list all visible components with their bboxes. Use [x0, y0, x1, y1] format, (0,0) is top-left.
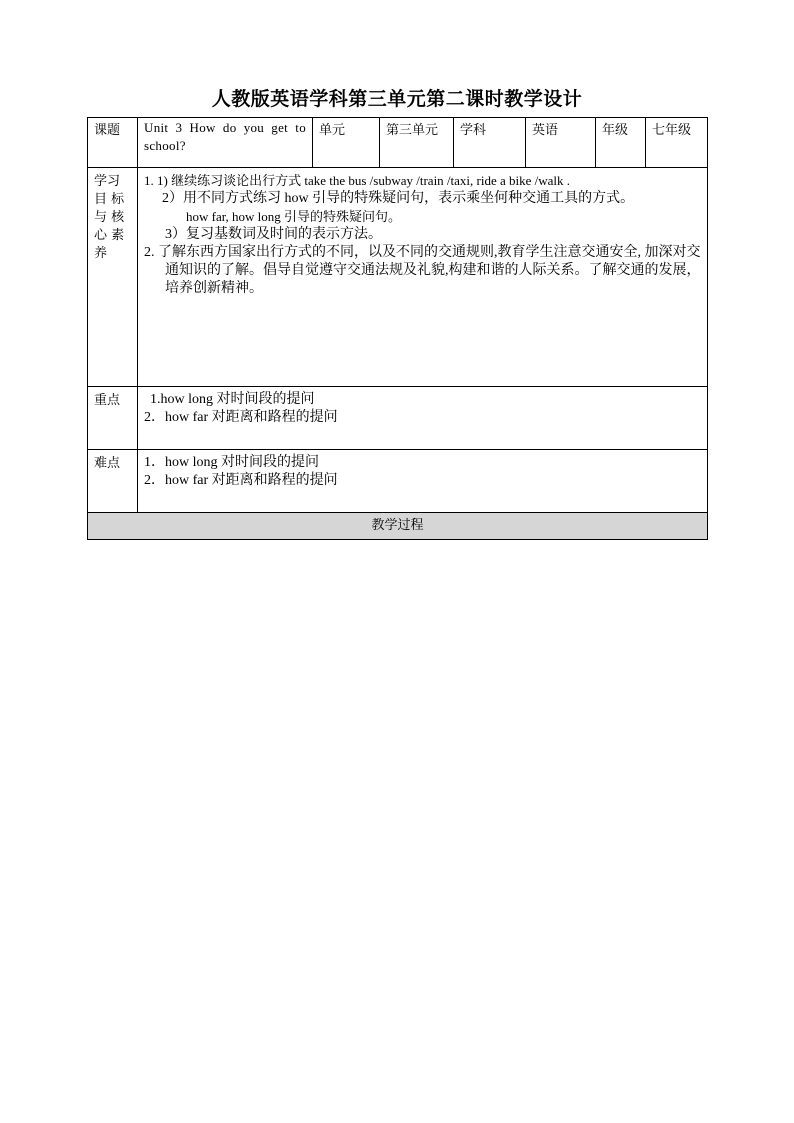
- key-points-row: [88, 387, 708, 450]
- goals-content: [138, 168, 708, 387]
- grade-value: 七年级: [646, 118, 708, 168]
- goals-row: [88, 168, 708, 387]
- difficulties-row: [88, 450, 708, 513]
- goal-item: how far, how long 引导的特殊疑问句。: [186, 209, 402, 224]
- goal-item: 2. 了解东西方国家出行方式的不同，以及不同的交通规则,教育学生注意交通安全, 加深对交通知识的了解。倡导自觉遵守交通法规及礼貌,构建和谐的人际关系。了解交通的发展，培养创新精神。: [144, 245, 701, 296]
- goal-item: 1. 1) 继续练习谈论出行方式 take the bus /subway /train /taxi, ride a bike /walk .: [144, 173, 571, 188]
- subject-value: 英语: [526, 118, 596, 168]
- key-point-item: 1.how long 对时间段的提问: [150, 392, 315, 407]
- goals-label-line: 与 核: [94, 210, 125, 225]
- header-row: [88, 118, 708, 168]
- key-points-label: 重点: [88, 387, 138, 450]
- topic-label: 课题: [88, 118, 138, 168]
- goals-label-line: 目 标: [94, 192, 125, 207]
- topic-value: Unit 3 How do you get to school?: [138, 118, 313, 168]
- lesson-plan-table: [87, 117, 708, 540]
- page-title: 人教版英语学科第三单元第二课时教学设计: [211, 88, 583, 110]
- unit-label: 单元: [313, 118, 380, 168]
- goal-item: 3）复习基数词及时间的表示方法。: [165, 227, 382, 242]
- subject-label: 学科: [454, 118, 526, 168]
- unit-value: 第三单元: [380, 118, 454, 168]
- goals-label-line: 养: [94, 246, 108, 261]
- difficulty-item: 2．how far 对距离和路程的提问: [144, 473, 338, 488]
- key-points-content: [138, 387, 708, 450]
- process-label: 教学过程: [88, 513, 708, 540]
- goal-item: 2）用不同方式练习 how 引导的特殊疑问句，表示乘坐何种交通工具的方式。: [162, 191, 635, 206]
- goals-label: [88, 168, 138, 387]
- goals-label-line: 学习: [94, 174, 121, 189]
- grade-label: 年级: [596, 118, 646, 168]
- goals-label-line: 心 素: [94, 228, 125, 243]
- process-row: [88, 513, 708, 540]
- difficulties-content: [138, 450, 708, 513]
- key-point-item: 2．how far 对距离和路程的提问: [144, 410, 338, 425]
- difficulties-label: 难点: [88, 450, 138, 513]
- difficulty-item: 1．how long 对时间段的提问: [144, 455, 319, 470]
